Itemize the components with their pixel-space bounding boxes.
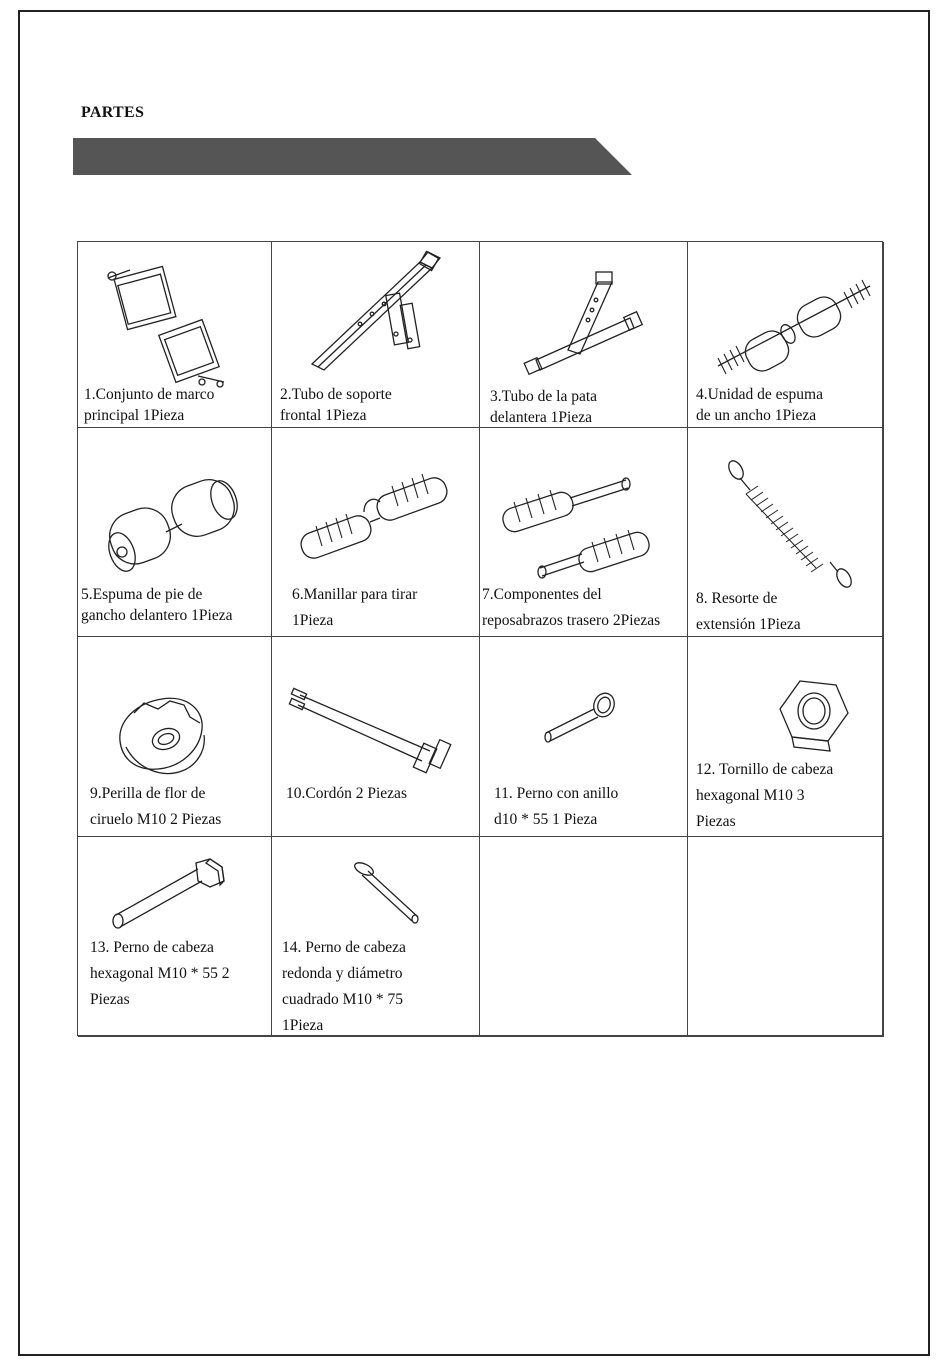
part-cell-13: [78, 837, 272, 1037]
section-title: PARTES: [81, 104, 145, 121]
part-cell-9: [78, 637, 272, 837]
part-label: 10.Cordón 2 Piezas: [286, 785, 407, 802]
part-label: 12. Tornillo de cabeza hexagonal M10 3 Piezas: [696, 761, 834, 830]
part-cell-7: [480, 428, 688, 637]
part-cell-1: [78, 242, 272, 428]
part-label: 1.Conjunto de marco principal 1Pieza: [84, 386, 215, 424]
part-cell-11: [480, 637, 688, 837]
part-label: 5.Espuma de pie de gancho delantero 1Pieza: [81, 586, 233, 624]
part-cell-8: [688, 428, 884, 637]
part-cell-3: [480, 242, 688, 428]
part-cell-5: [78, 428, 272, 637]
part-label: 4.Unidad de espuma de un ancho 1Pieza: [696, 386, 823, 424]
part-label: 2.Tubo de soporte frontal 1Pieza: [280, 386, 392, 424]
part-label: 6.Manillar para tirar 1Pieza: [292, 586, 418, 629]
part-cell-6: [272, 428, 480, 637]
part-cell-12: [688, 637, 884, 837]
part-label: 11. Perno con anillo d10 * 55 1 Pieza: [494, 785, 619, 828]
part-cell-10: [272, 637, 480, 837]
parts-grid: [77, 241, 883, 1036]
part-cell-15: [480, 837, 688, 1037]
part-cell-14: [272, 837, 480, 1037]
part-label: 7.Componentes del reposabrazos trasero 2Piezas: [482, 586, 661, 629]
part-label: 8. Resorte de extensión 1Pieza: [696, 590, 801, 633]
part-cell-16: [688, 837, 884, 1037]
part-label: 3.Tubo de la pata delantera 1Pieza: [490, 388, 598, 426]
section-banner: [73, 138, 632, 175]
part-label: 13. Perno de cabeza hexagonal M10 * 55 2 Piezas: [90, 939, 230, 1008]
part-label: 14. Perno de cabeza redonda y diámetro cuadrado M10 * 75 1Pieza: [282, 939, 406, 1034]
part-cell-4: [688, 242, 884, 428]
part-label: 9.Perilla de flor de ciruelo M10 2 Piezas: [90, 785, 222, 828]
cord-icon: [272, 637, 480, 837]
part-cell-2: [272, 242, 480, 428]
